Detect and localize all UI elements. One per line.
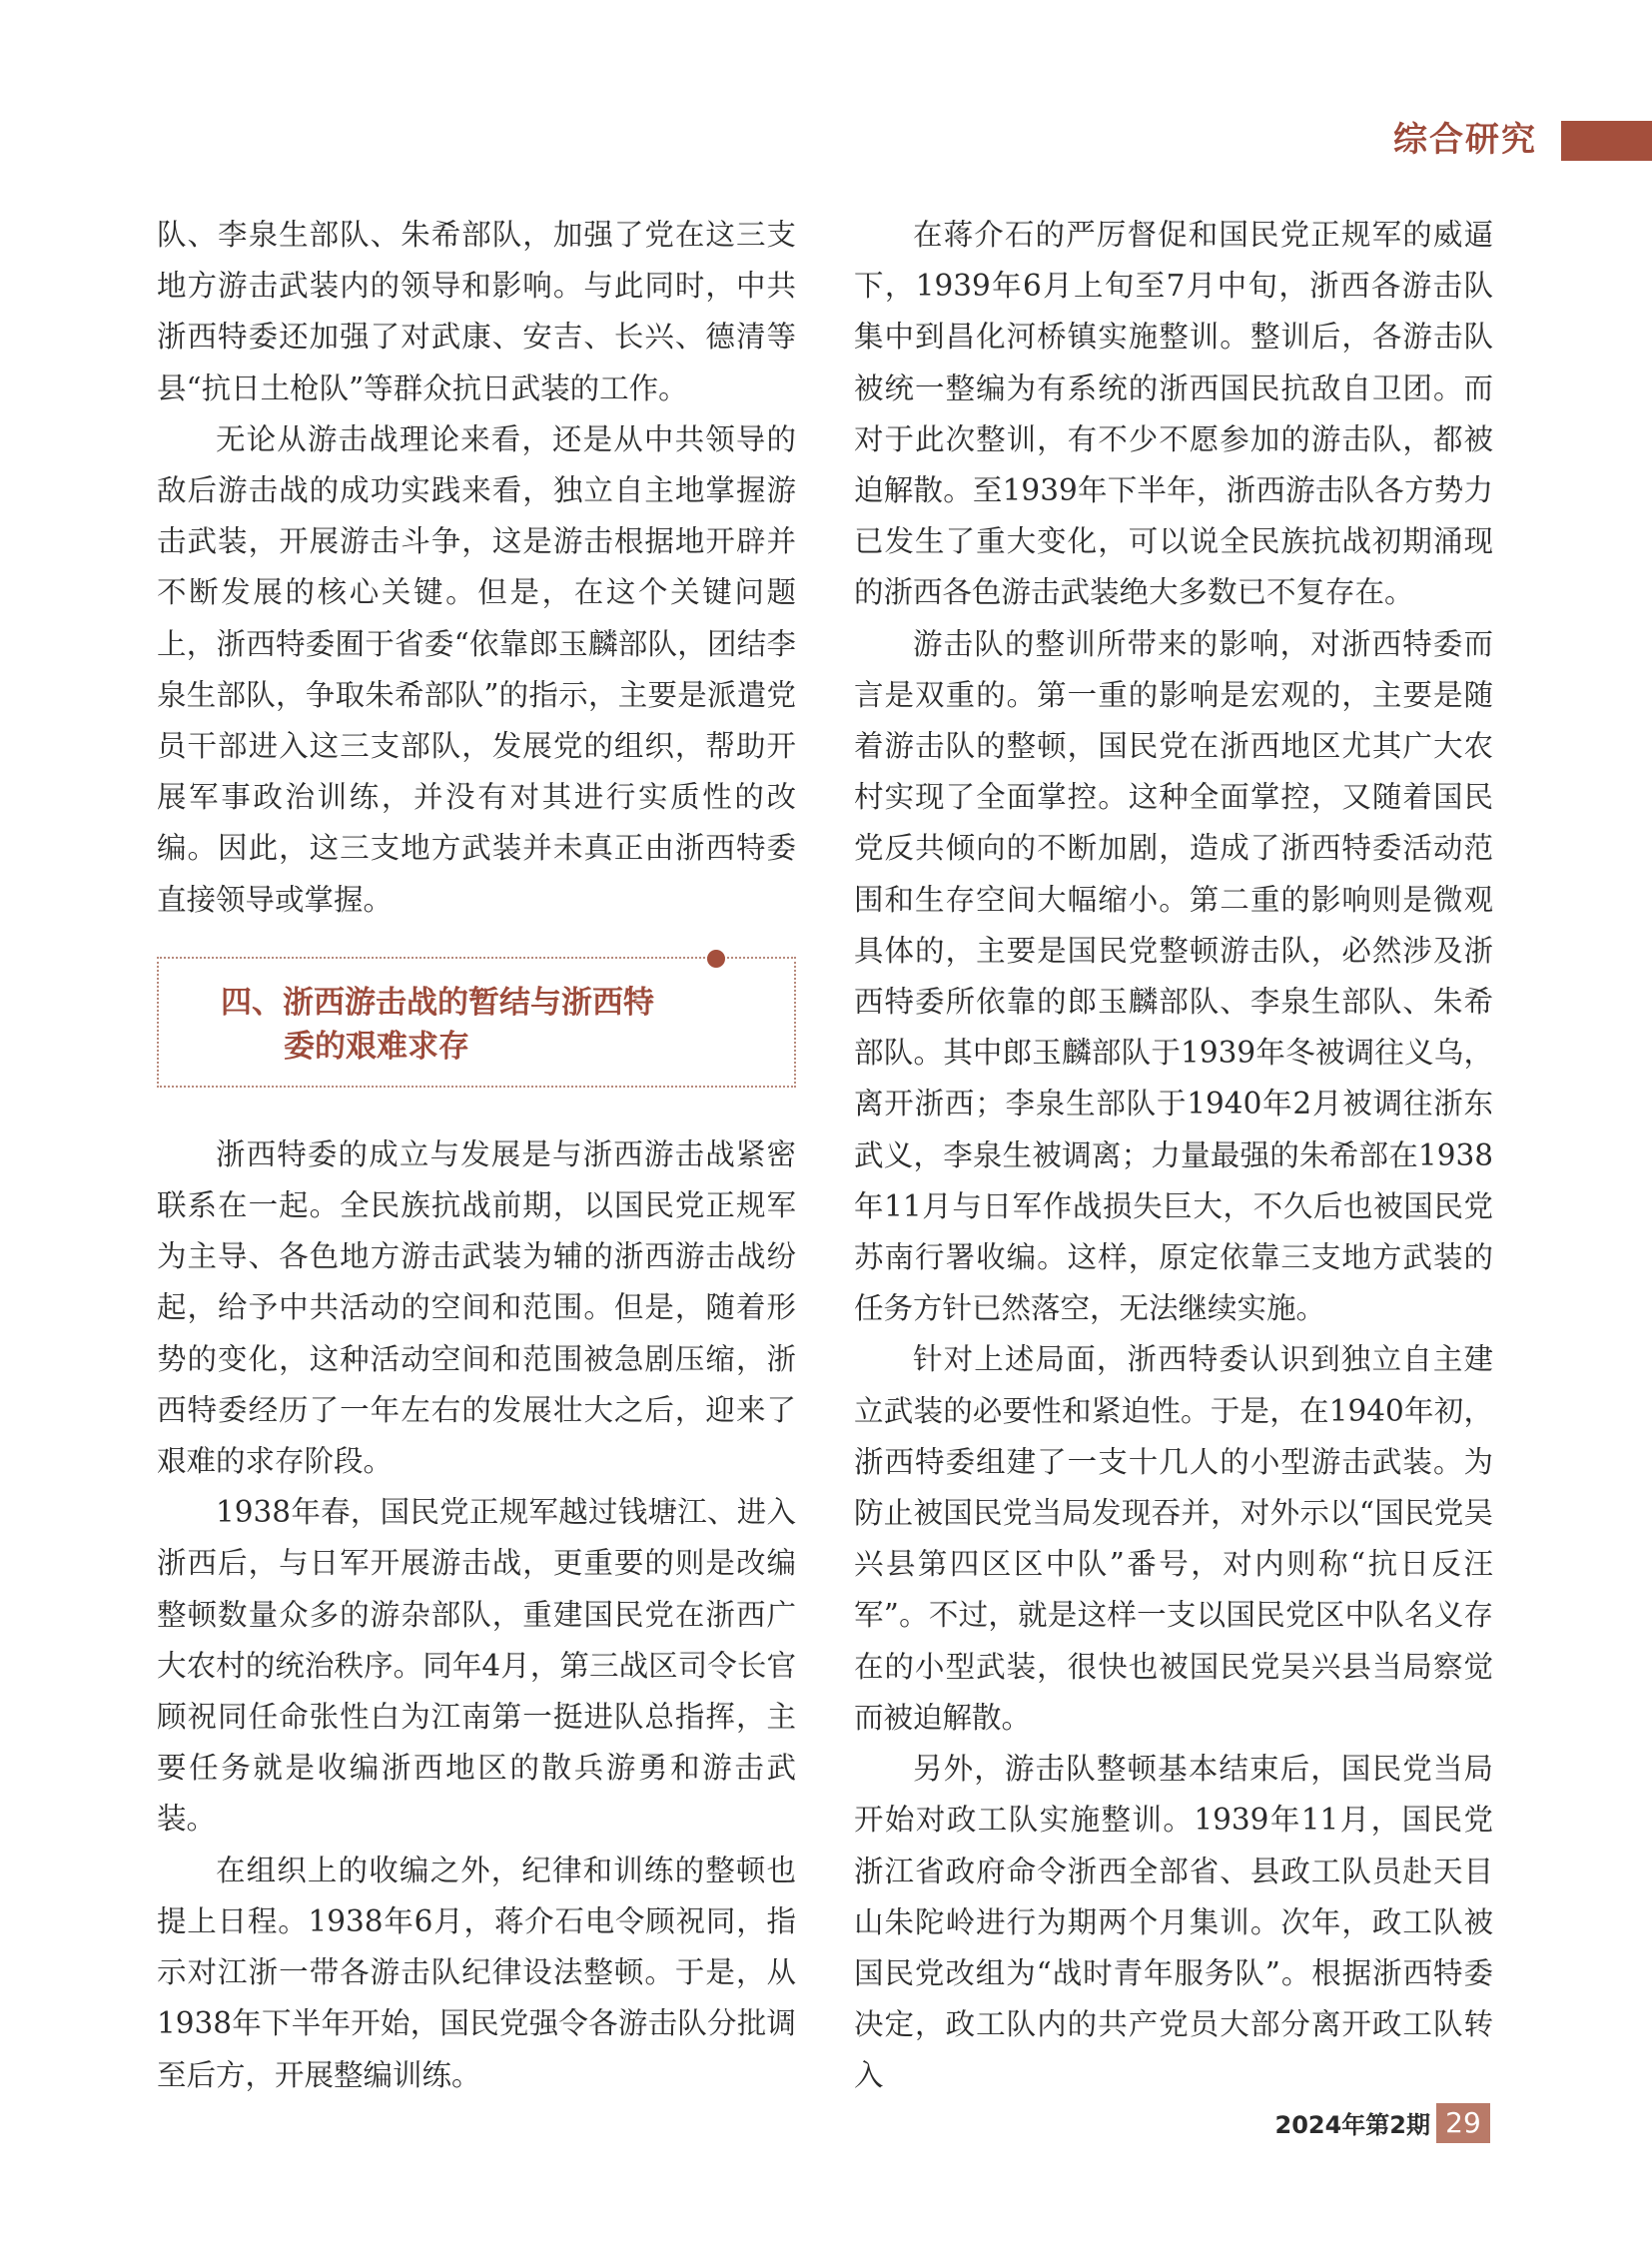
section-label-bar xyxy=(1561,121,1652,161)
section-heading-box xyxy=(157,957,796,1088)
heading-dot-icon xyxy=(707,950,725,968)
section-heading-line2: 委的艰难求存 xyxy=(284,1028,469,1065)
page-number: 29 xyxy=(1436,2103,1490,2143)
paragraph: 针对上述局面，浙西特委认识到独立自主建立武装的必要性和紧迫性。于是，在1940年初，浙西特委组建了一支十几人的小型游击武装。为防止被国民党当局发现吞并，对外示以“国民党吴兴县第四区区中队”番号，对内则称“抗日反汪军”。不过，就是这样一支以国民党区中队名义存在的小型武装，很快也被国民党吴兴县当局察觉而被迫解散。 xyxy=(854,1342,1493,1735)
paragraph: 游击队的整训所带来的影响，对浙西特委而言是双重的。第一重的影响是宏观的，主要是随着游击队的整顿，国民党在浙西地区尤其广大农村实现了全面掌控。这种全面掌控，又随着国民党反共倾向的不断加剧，造成了浙西特委活动范围和生存空间大幅缩小。第二重的影响则是微观具体的，主要是国民党整顿游击队，必然涉及浙西特委所依靠的郎玉麟部队、李泉生部队、朱希部队。其中郎玉麟部队于1939年冬被调往义乌，离开浙西；李泉生部队于1940年2月被调往浙东武义，李泉生被调离；力量最强的朱希部在1938年11月与日军作战损失巨大，不久后也被国民党苏南行署收编。这样，原定依靠三支地方武装的任务方针已然落空，无法继续实施。 xyxy=(854,626,1493,1326)
left-column xyxy=(157,210,796,2101)
paragraph: 另外，游击队整顿基本结束后，国民党当局开始对政工队实施整训。1939年11月，国民党浙江省政府命令浙西全部省、县政工队员赴天目山朱陀岭进行为期两个月集训。次年，政工队被国民党改组为“战时青年服务队”。根据浙西特委决定，政工队内的共产党员大部分离开政工队转入 xyxy=(854,1752,1493,2093)
section-label: 综合研究 xyxy=(1393,120,1537,160)
paragraph: 队、李泉生部队、朱希部队，加强了党在这三支地方游击武装内的领导和影响。与此同时，中共浙西特委还加强了对武康、安吉、长兴、德清等县“抗日土枪队”等群众抗日武装的工作。 xyxy=(157,218,796,405)
issue-label: 2024年第2期 xyxy=(1274,2111,1430,2139)
paragraph: 浙西特委的成立与发展是与浙西游击战紧密联系在一起。全民族抗战前期，以国民党正规军为主导、各色地方游击武装为辅的浙西游击战纷起，给予中共活动的空间和范围。但是，随着形势的变化，这种活动空间和范围被急剧压缩，浙西特委经历了一年左右的发展壮大之后，迎来了艰难的求存阶段。 xyxy=(157,1136,796,1479)
paragraph: 无论从游击战理论来看，还是从中共领导的敌后游击战的成功实践来看，独立自主地掌握游击武装，开展游击斗争，这是游击根据地开辟并不断发展的核心关键。但是，在这个关键问题上，浙西特委囿于省委“依靠郎玉麟部队，团结李泉生部队，争取朱希部队”的指示，主要是派遣党员干部进入这三支部队，发展党的组织，帮助开展军事政治训练，并没有对其进行实质性的改编。因此，这三支地方武装并未真正由浙西特委直接领导或掌握。 xyxy=(157,421,796,917)
paragraph: 在蒋介石的严厉督促和国民党正规军的威逼下，1939年6月上旬至7月中旬，浙西各游击队集中到昌化河桥镇实施整训。整训后，各游击队被统一整编为有系统的浙西国民抗敌自卫团。而对于此次整训，有不少不愿参加的游击队，都被迫解散。至1939年下半年，浙西游击队各方势力已发生了重大变化，可以说全民族抗战初期涌现的浙西各色游击武装绝大多数已不复存在。 xyxy=(854,218,1493,610)
right-column xyxy=(854,210,1493,2102)
paragraph: 1938年春，国民党正规军越过钱塘江、进入浙西后，与日军开展游击战，更重要的则是改编整顿数量众多的游杂部队，重建国民党在浙西广大农村的统治秩序。同年4月，第三战区司令长官顾祝同任命张性白为江南第一挺进队总指挥，主要任务就是收编浙西地区的散兵游勇和游击武装。 xyxy=(157,1495,796,1837)
section-heading xyxy=(221,981,740,1069)
section-heading-line1: 四、浙西游击战的暂结与浙西特 xyxy=(221,984,654,1021)
paragraph: 在组织上的收编之外，纪律和训练的整顿也提上日程。1938年6月，蒋介石电令顾祝同，指示对江浙一带各游击队纪律设法整顿。于是，从1938年下半年开始，国民党强令各游击队分批调至后方，开展整编训练。 xyxy=(157,1853,796,2092)
